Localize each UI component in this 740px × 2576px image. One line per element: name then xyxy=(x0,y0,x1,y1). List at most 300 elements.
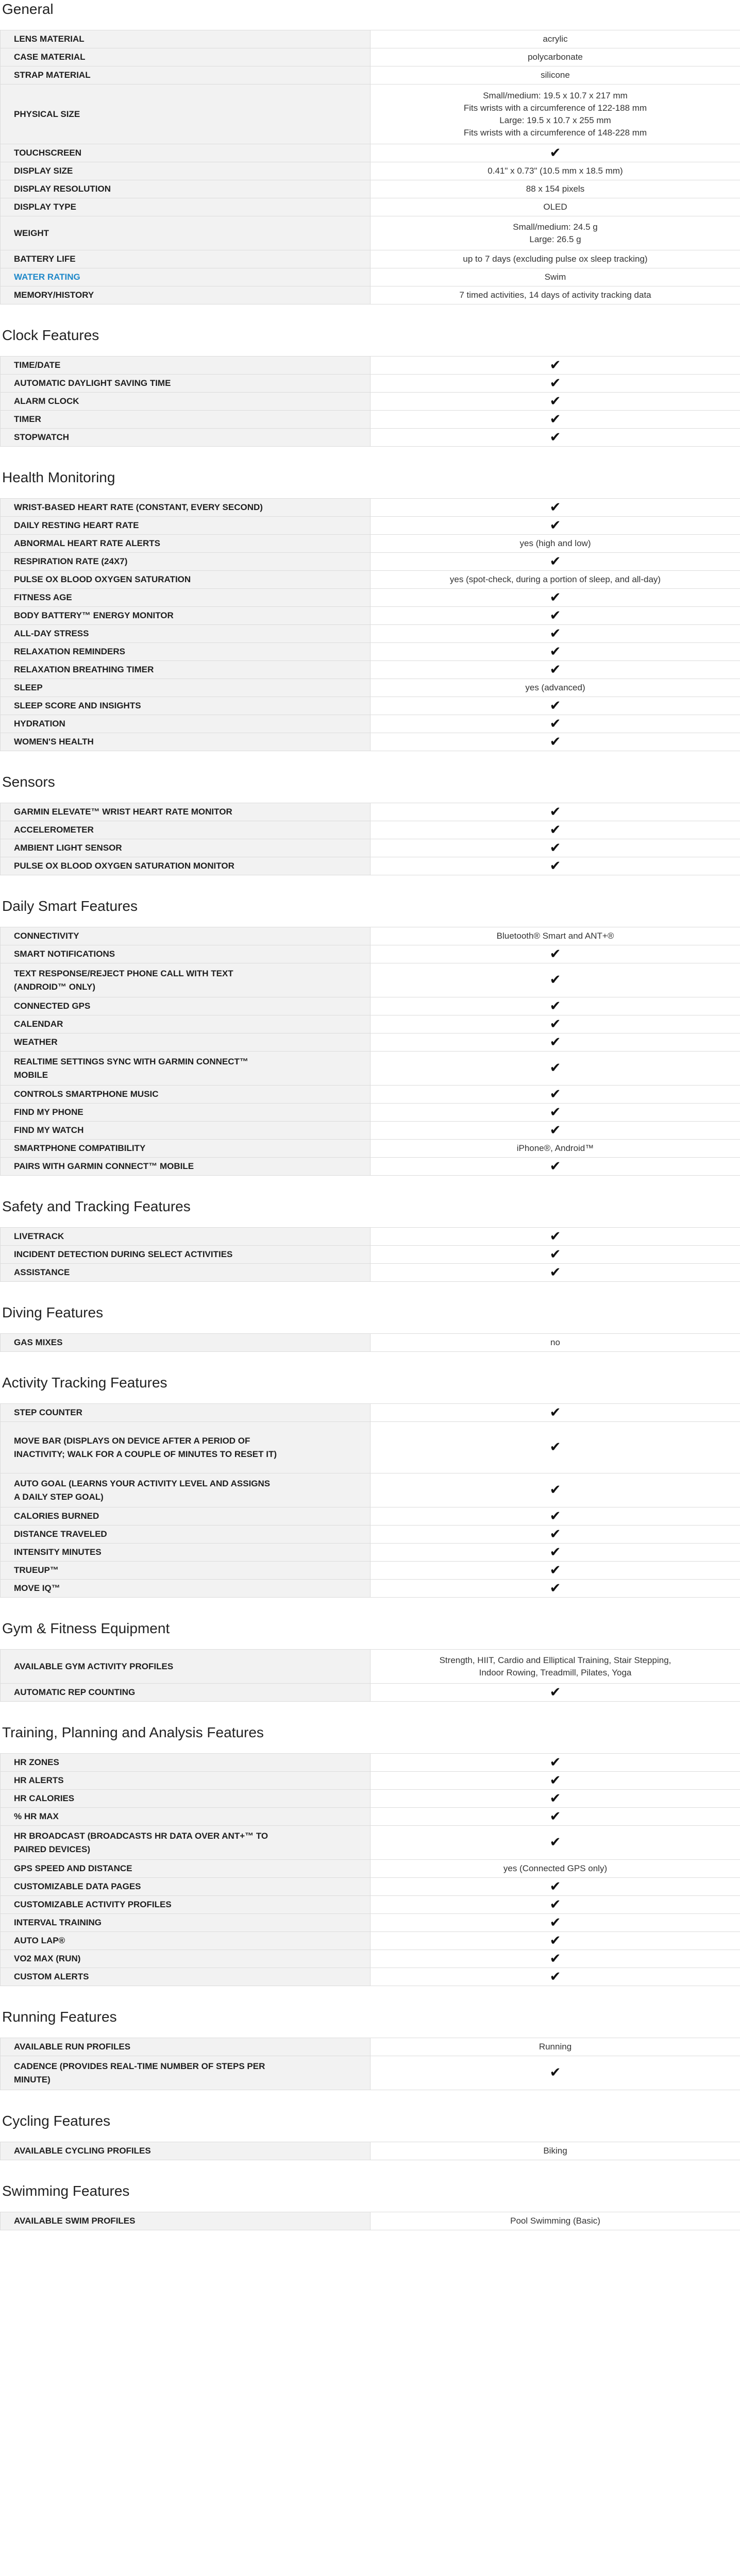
spec-label: SMARTPHONE COMPATIBILITY xyxy=(1,1140,371,1158)
spec-label: CONNECTED GPS xyxy=(1,997,371,1015)
check-icon: ✔ xyxy=(549,997,561,1013)
section-safety-and-tracking-features xyxy=(0,1197,740,1282)
spec-label: CALORIES BURNED xyxy=(1,1507,371,1526)
spec-row xyxy=(1,715,740,733)
check-icon: ✔ xyxy=(549,857,561,873)
section-activity-tracking-features xyxy=(0,1374,740,1598)
spec-value-line: Fits wrists with a circumference of 148-228 mm xyxy=(463,127,647,138)
spec-label: RELAXATION BREATHING TIMER xyxy=(1,661,371,679)
check-icon: ✔ xyxy=(549,589,561,605)
spec-value xyxy=(371,2056,740,2090)
spec-value xyxy=(371,1950,740,1968)
spec-row xyxy=(1,1422,740,1473)
spec-value-line: OLED xyxy=(543,202,567,212)
spec-row xyxy=(1,2038,740,2056)
check-icon: ✔ xyxy=(549,144,561,160)
section-title: General xyxy=(2,1,54,17)
check-icon: ✔ xyxy=(549,625,561,641)
spec-value xyxy=(371,1158,740,1176)
spec-value xyxy=(371,30,740,48)
spec-value-line: Pool Swimming (Basic) xyxy=(510,2216,600,2226)
spec-value-line: acrylic xyxy=(543,34,568,44)
spec-value xyxy=(371,1052,740,1086)
spec-row xyxy=(1,144,740,162)
check-icon: ✔ xyxy=(549,643,561,659)
spec-label: AUTOMATIC REP COUNTING xyxy=(1,1684,371,1702)
spec-table xyxy=(0,498,740,751)
spec-value xyxy=(371,1122,740,1140)
spec-label: ASSISTANCE xyxy=(1,1264,371,1282)
check-icon: ✔ xyxy=(549,411,561,427)
spec-table xyxy=(0,927,740,1176)
spec-value xyxy=(371,643,740,661)
spec-row xyxy=(1,1526,740,1544)
spec-row xyxy=(1,571,740,589)
spec-value-line: yes (spot-check, during a portion of sleep, and all-day) xyxy=(449,574,661,584)
spec-row xyxy=(1,607,740,625)
check-icon: ✔ xyxy=(549,2064,561,2080)
spec-table xyxy=(0,1227,740,1282)
check-icon: ✔ xyxy=(549,715,561,731)
spec-value xyxy=(371,1808,740,1826)
spec-value-line: silicone xyxy=(541,70,570,80)
spec-label: PULSE OX BLOOD OXYGEN SATURATION MONITOR xyxy=(1,857,371,875)
spec-row xyxy=(1,1404,740,1422)
spec-row xyxy=(1,839,740,857)
spec-row xyxy=(1,857,740,875)
section-swimming-features xyxy=(0,2182,740,2230)
spec-label: SLEEP SCORE AND INSIGHTS xyxy=(1,697,371,715)
section-title: Activity Tracking Features xyxy=(2,1375,167,1391)
spec-label: CADENCE (PROVIDES REAL-TIME NUMBER OF STEPS PER MINUTE) xyxy=(1,2056,371,2090)
spec-table xyxy=(0,1333,740,1352)
section-title: Daily Smart Features xyxy=(2,898,138,914)
spec-row xyxy=(1,2056,740,2090)
spec-table xyxy=(0,356,740,447)
spec-value xyxy=(371,535,740,553)
spec-label: AUTO GOAL (LEARNS YOUR ACTIVITY LEVEL AND ASSIGNS A DAILY STEP GOAL) xyxy=(1,1473,371,1507)
check-icon: ✔ xyxy=(549,1834,561,1850)
spec-value-line: Indoor Rowing, Treadmill, Pilates, Yoga xyxy=(479,1667,632,1677)
spec-label: % HR MAX xyxy=(1,1808,371,1826)
spec-row xyxy=(1,66,740,84)
spec-label: DAILY RESTING HEART RATE xyxy=(1,517,371,535)
spec-value xyxy=(371,625,740,643)
spec-value-line: Large: 19.5 x 10.7 x 255 mm xyxy=(499,115,611,125)
spec-value xyxy=(371,357,740,375)
spec-value xyxy=(371,1140,740,1158)
spec-value-line: yes (high and low) xyxy=(519,538,591,548)
spec-row xyxy=(1,1086,740,1104)
check-icon: ✔ xyxy=(549,1404,561,1420)
spec-label: REALTIME SETTINGS SYNC WITH GARMIN CONNECT™ MOBILE xyxy=(1,1052,371,1086)
spec-value xyxy=(371,2212,740,2230)
spec-value xyxy=(371,997,740,1015)
spec-value-line: Fits wrists with a circumference of 122-188 mm xyxy=(463,103,647,113)
check-icon: ✔ xyxy=(549,1808,561,1824)
section-title: Sensors xyxy=(2,774,55,790)
spec-value xyxy=(371,857,740,875)
spec-label: CALENDAR xyxy=(1,1015,371,1033)
check-icon: ✔ xyxy=(549,1033,561,1049)
spec-label: HYDRATION xyxy=(1,715,371,733)
spec-value-line: Bluetooth® Smart and ANT+® xyxy=(496,931,614,941)
spec-label: DISTANCE TRAVELED xyxy=(1,1526,371,1544)
section-diving-features xyxy=(0,1303,740,1352)
spec-value xyxy=(371,198,740,216)
spec-label: ALL-DAY STRESS xyxy=(1,625,371,643)
spec-row xyxy=(1,2212,740,2230)
spec-row xyxy=(1,162,740,180)
check-icon: ✔ xyxy=(549,1264,561,1280)
spec-value-line: yes (Connected GPS only) xyxy=(503,1863,608,1873)
spec-label: DISPLAY RESOLUTION xyxy=(1,180,371,198)
spec-row xyxy=(1,1246,740,1264)
spec-value xyxy=(371,697,740,715)
check-icon: ✔ xyxy=(549,607,561,623)
spec-value-line: polycarbonate xyxy=(528,52,583,62)
spec-value xyxy=(371,2038,740,2056)
check-icon: ✔ xyxy=(549,1086,561,1101)
spec-value xyxy=(371,1015,740,1033)
spec-label: STEP COUNTER xyxy=(1,1404,371,1422)
spec-value xyxy=(371,180,740,198)
spec-label: SLEEP xyxy=(1,679,371,697)
spec-label: AVAILABLE GYM ACTIVITY PROFILES xyxy=(1,1650,371,1684)
section-title: Health Monitoring xyxy=(2,469,115,485)
section-title: Training, Planning and Analysis Features xyxy=(2,1724,264,1740)
spec-row xyxy=(1,499,740,517)
spec-row xyxy=(1,1334,740,1352)
spec-row xyxy=(1,625,740,643)
check-icon: ✔ xyxy=(549,1914,561,1930)
spec-row xyxy=(1,535,740,553)
spec-row xyxy=(1,1580,740,1598)
check-icon: ✔ xyxy=(549,697,561,713)
spec-label: CONTROLS SMARTPHONE MUSIC xyxy=(1,1086,371,1104)
spec-label-link[interactable]: WATER RATING xyxy=(1,268,371,286)
check-icon: ✔ xyxy=(549,1968,561,1984)
spec-value xyxy=(371,1228,740,1246)
check-icon: ✔ xyxy=(549,1932,561,1948)
spec-table xyxy=(0,1753,740,1986)
check-icon: ✔ xyxy=(549,1526,561,1541)
spec-value xyxy=(371,1033,740,1052)
spec-value-line: Running xyxy=(539,2042,572,2052)
spec-row xyxy=(1,1808,740,1826)
spec-row xyxy=(1,357,740,375)
spec-value-line: Small/medium: 24.5 g xyxy=(513,222,598,232)
spec-value xyxy=(371,268,740,286)
section-title: Diving Features xyxy=(2,1304,104,1320)
spec-label: INCIDENT DETECTION DURING SELECT ACTIVITIES xyxy=(1,1246,371,1264)
spec-row xyxy=(1,553,740,571)
spec-row xyxy=(1,697,740,715)
spec-value xyxy=(371,1932,740,1950)
spec-label: CUSTOM ALERTS xyxy=(1,1968,371,1986)
spec-row xyxy=(1,1684,740,1702)
spec-value xyxy=(371,429,740,447)
spec-value xyxy=(371,2142,740,2160)
spec-label: LIVETRACK xyxy=(1,1228,371,1246)
section-title: Clock Features xyxy=(2,327,99,343)
spec-value xyxy=(371,1526,740,1544)
check-icon: ✔ xyxy=(549,1544,561,1560)
section-gym-fitness-equipment xyxy=(0,1619,740,1702)
check-icon: ✔ xyxy=(549,1246,561,1262)
spec-label: MOVE IQ™ xyxy=(1,1580,371,1598)
check-icon: ✔ xyxy=(549,1790,561,1806)
spec-label: STOPWATCH xyxy=(1,429,371,447)
spec-value-line: 88 x 154 pixels xyxy=(526,184,585,194)
spec-value xyxy=(371,1878,740,1896)
check-icon: ✔ xyxy=(549,1896,561,1912)
section-title: Running Features xyxy=(2,2009,117,2025)
spec-label: RESPIRATION RATE (24X7) xyxy=(1,553,371,571)
spec-value xyxy=(371,679,740,697)
spec-value-line: no xyxy=(550,1337,560,1347)
spec-label: CUSTOMIZABLE DATA PAGES xyxy=(1,1878,371,1896)
spec-row xyxy=(1,1228,740,1246)
spec-value xyxy=(371,821,740,839)
spec-value xyxy=(371,553,740,571)
spec-table xyxy=(0,2038,740,2090)
section-training-planning-and-analysis-features xyxy=(0,1723,740,1986)
check-icon: ✔ xyxy=(549,1580,561,1596)
spec-row xyxy=(1,963,740,997)
check-icon: ✔ xyxy=(549,945,561,961)
check-icon: ✔ xyxy=(549,1060,561,1075)
spec-row xyxy=(1,821,740,839)
spec-value xyxy=(371,1580,740,1598)
spec-label: HR BROADCAST (BROADCASTS HR DATA OVER ANT+™ TO PAIRED DEVICES) xyxy=(1,1826,371,1860)
spec-table xyxy=(0,803,740,875)
spec-label: BODY BATTERY™ ENERGY MONITOR xyxy=(1,607,371,625)
spec-row xyxy=(1,250,740,268)
spec-row xyxy=(1,286,740,304)
spec-row xyxy=(1,1052,740,1086)
spec-value xyxy=(371,286,740,304)
spec-label: INTERVAL TRAINING xyxy=(1,1914,371,1932)
section-cycling-features xyxy=(0,2112,740,2160)
section-sensors xyxy=(0,773,740,875)
spec-row xyxy=(1,1950,740,1968)
spec-value xyxy=(371,1473,740,1507)
section-daily-smart-features xyxy=(0,897,740,1176)
spec-label: AMBIENT LIGHT SENSOR xyxy=(1,839,371,857)
spec-row xyxy=(1,1878,740,1896)
spec-value-line: up to 7 days (excluding pulse ox sleep tracking) xyxy=(463,254,648,264)
spec-row xyxy=(1,1650,740,1684)
spec-row xyxy=(1,643,740,661)
spec-label: DISPLAY SIZE xyxy=(1,162,371,180)
check-icon: ✔ xyxy=(549,821,561,837)
spec-row xyxy=(1,411,740,429)
spec-value xyxy=(371,1544,740,1562)
spec-label: MOVE BAR (DISPLAYS ON DEVICE AFTER A PERIOD OF INACTIVITY; WALK FOR A COUPLE OF MINUTES TO RESET IT) xyxy=(1,1422,371,1473)
spec-value-line: Biking xyxy=(543,2146,567,2156)
spec-label: STRAP MATERIAL xyxy=(1,66,371,84)
spec-table xyxy=(0,2212,740,2230)
check-icon: ✔ xyxy=(549,1684,561,1700)
spec-label: FITNESS AGE xyxy=(1,589,371,607)
check-icon: ✔ xyxy=(549,839,561,855)
spec-label: RELAXATION REMINDERS xyxy=(1,643,371,661)
check-icon: ✔ xyxy=(549,1507,561,1523)
spec-row xyxy=(1,1473,740,1507)
check-icon: ✔ xyxy=(549,553,561,569)
spec-row xyxy=(1,48,740,66)
spec-label: HR ALERTS xyxy=(1,1772,371,1790)
spec-value xyxy=(371,589,740,607)
section-title: Safety and Tracking Features xyxy=(2,1198,191,1214)
spec-row xyxy=(1,393,740,411)
spec-value xyxy=(371,927,740,945)
check-icon: ✔ xyxy=(549,1104,561,1120)
spec-label: HR ZONES xyxy=(1,1754,371,1772)
check-icon: ✔ xyxy=(549,517,561,533)
check-icon: ✔ xyxy=(549,499,561,515)
check-icon: ✔ xyxy=(549,357,561,372)
check-icon: ✔ xyxy=(549,972,561,987)
spec-value xyxy=(371,1334,740,1352)
spec-value xyxy=(371,715,740,733)
spec-row xyxy=(1,733,740,751)
spec-label: AVAILABLE RUN PROFILES xyxy=(1,2038,371,2056)
spec-row xyxy=(1,429,740,447)
spec-row xyxy=(1,1754,740,1772)
check-icon: ✔ xyxy=(549,1754,561,1770)
spec-row xyxy=(1,84,740,144)
spec-row xyxy=(1,1140,740,1158)
spec-row xyxy=(1,1860,740,1878)
spec-label: FIND MY WATCH xyxy=(1,1122,371,1140)
spec-row xyxy=(1,180,740,198)
spec-value-line: iPhone®, Android™ xyxy=(516,1143,594,1153)
spec-value xyxy=(371,661,740,679)
spec-label: GAS MIXES xyxy=(1,1334,371,1352)
spec-row xyxy=(1,945,740,963)
spec-label: TIMER xyxy=(1,411,371,429)
spec-value xyxy=(371,1914,740,1932)
spec-value xyxy=(371,144,740,162)
spec-value xyxy=(371,1650,740,1684)
spec-label: ALARM CLOCK xyxy=(1,393,371,411)
section-title: Cycling Features xyxy=(2,2113,111,2129)
spec-row xyxy=(1,1544,740,1562)
spec-label: AVAILABLE SWIM PROFILES xyxy=(1,2212,371,2230)
check-icon: ✔ xyxy=(549,1015,561,1031)
spec-label: TOUCHSCREEN xyxy=(1,144,371,162)
spec-value-line: Small/medium: 19.5 x 10.7 x 217 mm xyxy=(483,90,628,100)
check-icon: ✔ xyxy=(549,1950,561,1966)
spec-value xyxy=(371,1860,740,1878)
spec-label: WOMEN'S HEALTH xyxy=(1,733,371,751)
spec-row xyxy=(1,1122,740,1140)
spec-label: CASE MATERIAL xyxy=(1,48,371,66)
spec-value xyxy=(371,803,740,821)
spec-value xyxy=(371,1422,740,1473)
spec-value xyxy=(371,393,740,411)
spec-value xyxy=(371,1246,740,1264)
spec-row xyxy=(1,1826,740,1860)
spec-row xyxy=(1,997,740,1015)
spec-label: LENS MATERIAL xyxy=(1,30,371,48)
spec-value xyxy=(371,839,740,857)
spec-row xyxy=(1,1968,740,1986)
spec-row xyxy=(1,661,740,679)
spec-label: CUSTOMIZABLE ACTIVITY PROFILES xyxy=(1,1896,371,1914)
check-icon: ✔ xyxy=(549,1772,561,1788)
spec-value xyxy=(371,84,740,144)
spec-table xyxy=(0,30,740,304)
check-icon: ✔ xyxy=(549,1122,561,1138)
spec-row xyxy=(1,1562,740,1580)
spec-label: WRIST-BASED HEART RATE (CONSTANT, EVERY SECOND) xyxy=(1,499,371,517)
spec-row xyxy=(1,927,740,945)
spec-row xyxy=(1,1015,740,1033)
spec-row xyxy=(1,1896,740,1914)
spec-row xyxy=(1,1914,740,1932)
spec-label: GPS SPEED AND DISTANCE xyxy=(1,1860,371,1878)
spec-row xyxy=(1,198,740,216)
check-icon: ✔ xyxy=(549,1878,561,1894)
spec-row xyxy=(1,1264,740,1282)
spec-value xyxy=(371,1826,740,1860)
spec-label: PAIRS WITH GARMIN CONNECT™ MOBILE xyxy=(1,1158,371,1176)
spec-label: ACCELEROMETER xyxy=(1,821,371,839)
spec-value xyxy=(371,162,740,180)
spec-value xyxy=(371,1507,740,1526)
spec-value-line: 0.41" x 0.73" (10.5 mm x 18.5 mm) xyxy=(487,166,623,176)
spec-value xyxy=(371,1754,740,1772)
spec-label: PHYSICAL SIZE xyxy=(1,84,371,144)
check-icon: ✔ xyxy=(549,375,561,391)
spec-value xyxy=(371,66,740,84)
section-health-monitoring xyxy=(0,468,740,751)
spec-row xyxy=(1,589,740,607)
spec-row xyxy=(1,30,740,48)
section-general xyxy=(0,0,740,304)
spec-label: AUTOMATIC DAYLIGHT SAVING TIME xyxy=(1,375,371,393)
spec-value xyxy=(371,733,740,751)
spec-row xyxy=(1,1772,740,1790)
check-icon: ✔ xyxy=(549,1158,561,1174)
check-icon: ✔ xyxy=(549,803,561,819)
spec-label: INTENSITY MINUTES xyxy=(1,1544,371,1562)
spec-row xyxy=(1,2142,740,2160)
spec-value xyxy=(371,1772,740,1790)
spec-value-line: Strength, HIIT, Cardio and Elliptical Training, Stair Stepping, xyxy=(439,1655,671,1665)
section-running-features xyxy=(0,2008,740,2090)
spec-row xyxy=(1,803,740,821)
spec-row xyxy=(1,1104,740,1122)
spec-value xyxy=(371,963,740,997)
spec-label: CONNECTIVITY xyxy=(1,927,371,945)
spec-value xyxy=(371,250,740,268)
spec-row xyxy=(1,1033,740,1052)
spec-label: SMART NOTIFICATIONS xyxy=(1,945,371,963)
spec-value xyxy=(371,411,740,429)
spec-value-line: 7 timed activities, 14 days of activity tracking data xyxy=(459,290,651,300)
spec-value xyxy=(371,607,740,625)
spec-value xyxy=(371,1562,740,1580)
spec-table xyxy=(0,1403,740,1598)
spec-row xyxy=(1,1932,740,1950)
spec-value-line: Large: 26.5 g xyxy=(529,234,581,244)
check-icon: ✔ xyxy=(549,1439,561,1454)
check-icon: ✔ xyxy=(549,1482,561,1497)
